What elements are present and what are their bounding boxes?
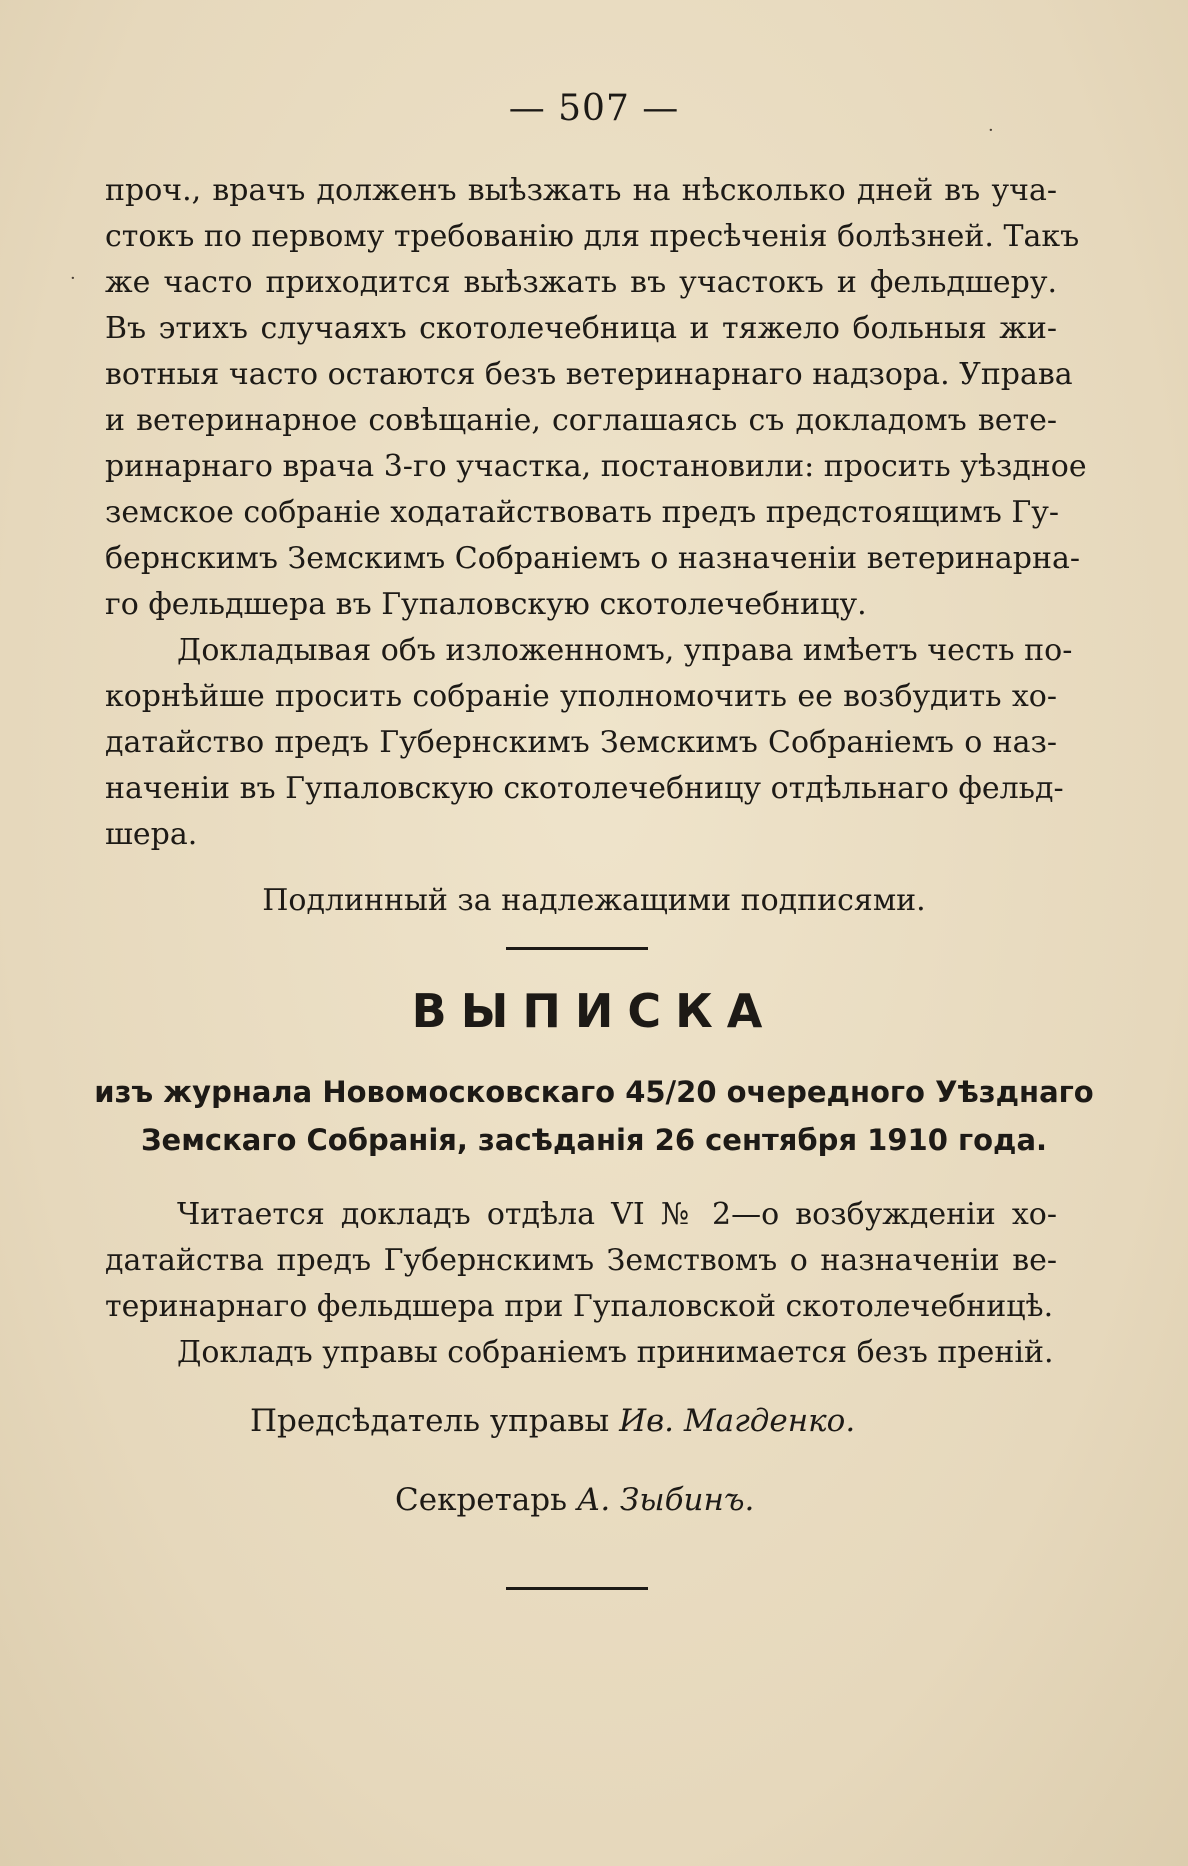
paragraph-line: же часто приходится выѣзжать въ участокъ и фельдшеру. xyxy=(105,265,1057,300)
section-heading: ВЫПИСКА xyxy=(411,984,777,1038)
subheading-line: изъ журнала Новомосковскаго 45/20 очередного Уѣзднаго xyxy=(94,1075,1094,1109)
chairman-signature xyxy=(250,1398,855,1444)
page-number: — 507 — xyxy=(508,88,680,129)
paragraph-line: Читается докладъ отдѣла VI № 2—о возбужденіи хо- xyxy=(177,1197,1057,1232)
paper-speck: · xyxy=(988,120,994,141)
paragraph-line: Докладъ управы собраніемъ принимается безъ преній. xyxy=(177,1335,1054,1370)
signature-name: А. Зыбинъ. xyxy=(576,1482,755,1518)
divider-rule xyxy=(506,1587,648,1590)
paragraph-line: бернскимъ Земскимъ Собраніемъ о назначеніи ветеринарна- xyxy=(105,541,1080,576)
paper-speck: · xyxy=(70,268,76,289)
paragraph-line: стокъ по первому требованію для пресѣченія болѣзней. Такъ xyxy=(105,219,1080,254)
signature-role: Предсѣдатель управы xyxy=(250,1403,610,1439)
paragraph-line: земское собраніе ходатайствовать предъ предстоящимъ Гу- xyxy=(105,495,1060,530)
paragraph-line: проч., врачъ долженъ выѣзжать на нѣсколько дней въ уча- xyxy=(105,173,1057,208)
signed-note: Подлинный за надлежащими подписями. xyxy=(262,883,926,918)
paragraph-line: датайство предъ Губернскимъ Земскимъ Собраніемъ о наз- xyxy=(105,725,1057,760)
signature-name: Ив. Магденко. xyxy=(619,1403,856,1439)
paragraph-line: ринарнаго врача 3-го участка, постановили: просить уѣздное xyxy=(105,449,1087,484)
paragraph-line: и ветеринарное совѣщаніе, соглашаясь съ докладомъ вете- xyxy=(105,403,1057,438)
paragraph-line: датайства предъ Губернскимъ Земствомъ о назначеніи ве- xyxy=(105,1243,1057,1278)
paragraph-line: Докладывая объ изложенномъ, управа имѣетъ честь по- xyxy=(177,633,1073,668)
paragraph-line: наченіи въ Гупаловскую скотолечебницу отдѣльнаго фельд- xyxy=(105,771,1064,806)
paragraph-line: Въ этихъ случаяхъ скотолечебница и тяжело больныя жи- xyxy=(105,311,1057,346)
paragraph-line: шера. xyxy=(105,817,198,852)
paragraph-line: вотныя часто остаются безъ ветеринарнаго надзора. Управа xyxy=(105,357,1073,392)
paragraph-line: теринарнаго фельдшера при Гупаловской скотолечебницѣ. xyxy=(105,1289,1054,1324)
paragraph-4 xyxy=(105,1330,1057,1376)
signature-role: Секретарь xyxy=(395,1482,567,1518)
secretary-signature xyxy=(395,1477,754,1523)
divider-rule xyxy=(506,947,648,950)
subheading-line: Земскаго Собранія, засѣданія 26 сентября 1910 года. xyxy=(140,1123,1048,1157)
paragraph-2 xyxy=(105,628,1073,858)
paragraph-1 xyxy=(105,168,1087,628)
paragraph-3 xyxy=(105,1192,1057,1330)
paragraph-line: корнѣйше просить собраніе уполномочить ее возбудить хо- xyxy=(105,679,1057,714)
paragraph-line: го фельдшера въ Гупаловскую скотолечебницу. xyxy=(105,587,867,622)
